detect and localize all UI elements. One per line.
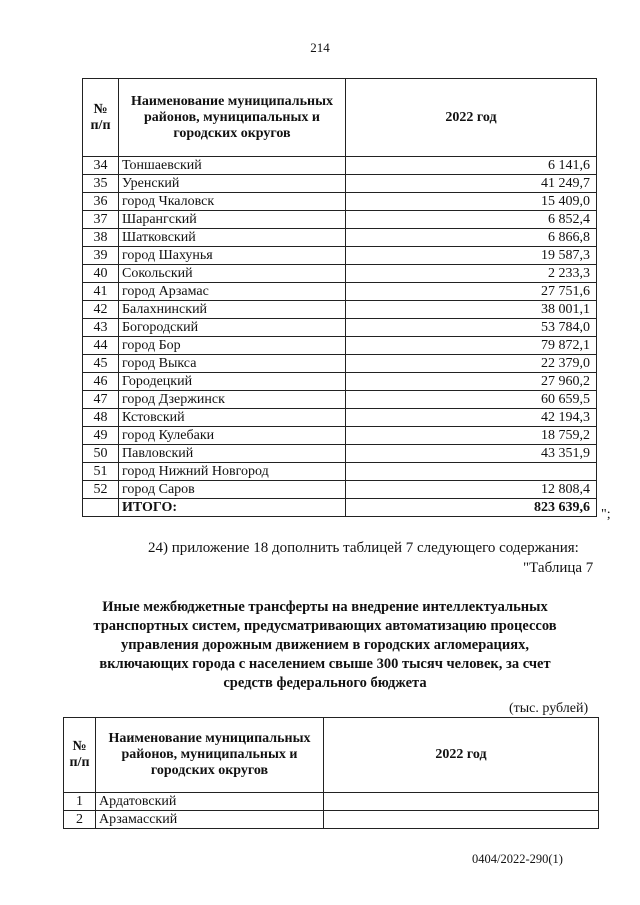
closing-quote: ";	[601, 507, 611, 522]
row-value: 38 001,1	[346, 301, 597, 319]
table-row	[83, 175, 597, 193]
row-value: 53 784,0	[346, 319, 597, 337]
table-row	[83, 193, 597, 211]
total-value: 823 639,6	[346, 499, 597, 517]
row-value: 2 233,3	[346, 265, 597, 283]
row-value	[324, 811, 599, 829]
document-code: 0404/2022-290(1)	[472, 852, 563, 866]
table-row	[83, 355, 597, 373]
row-number: 39	[83, 247, 119, 265]
row-name: Сокольский	[119, 265, 346, 283]
table-body	[64, 793, 599, 829]
table-row	[83, 283, 597, 301]
row-name: Кстовский	[119, 409, 346, 427]
row-value: 27 960,2	[346, 373, 597, 391]
row-number: 40	[83, 265, 119, 283]
row-name: город Арзамас	[119, 283, 346, 301]
table-row	[83, 265, 597, 283]
row-value: 19 587,3	[346, 247, 597, 265]
row-value: 41 249,7	[346, 175, 597, 193]
transfers-table-7	[63, 717, 599, 829]
row-value: 43 351,9	[346, 445, 597, 463]
table-row	[83, 409, 597, 427]
total-row	[83, 499, 597, 517]
table-row	[83, 157, 597, 175]
row-value: 27 751,6	[346, 283, 597, 301]
row-number: 49	[83, 427, 119, 445]
header-year: 2022 год	[324, 718, 599, 793]
row-name: город Шахунья	[119, 247, 346, 265]
row-number: 52	[83, 481, 119, 499]
row-name: Арзамасский	[96, 811, 324, 829]
table-row	[64, 793, 599, 811]
row-value: 60 659,5	[346, 391, 597, 409]
table-row	[83, 463, 597, 481]
row-name: Ардатовский	[96, 793, 324, 811]
table-row	[83, 229, 597, 247]
row-number: 35	[83, 175, 119, 193]
row-name: Уренский	[119, 175, 346, 193]
row-value: 22 379,0	[346, 355, 597, 373]
table-row	[83, 373, 597, 391]
row-value: 6 141,6	[346, 157, 597, 175]
row-number: 41	[83, 283, 119, 301]
row-number: 34	[83, 157, 119, 175]
header-num: № п/п	[83, 79, 119, 157]
row-value: 6 852,4	[346, 211, 597, 229]
row-number: 38	[83, 229, 119, 247]
row-number: 36	[83, 193, 119, 211]
row-value: 18 759,2	[346, 427, 597, 445]
transfers-table-continued	[82, 78, 597, 517]
section-title: Иные межбюджетные трансферты на внедрение интеллектуальных транспортных систем, предусматривающих автоматизацию процессов управления дорожным движением в городских агломерациях, включающих города с населением свыше 300 тысяч человек, за счет средств федерального бюджета	[93, 599, 557, 691]
row-name: город Нижний Новгород	[119, 463, 346, 481]
table-row	[83, 391, 597, 409]
row-name: Балахнинский	[119, 301, 346, 319]
header-name: Наименование муниципальных районов, муниципальных и городских округов	[119, 79, 346, 157]
header-num: № п/п	[64, 718, 96, 793]
row-name: город Бор	[119, 337, 346, 355]
row-name: город Кулебаки	[119, 427, 346, 445]
row-name: город Выкса	[119, 355, 346, 373]
table-row	[83, 319, 597, 337]
row-value	[324, 793, 599, 811]
row-number: 46	[83, 373, 119, 391]
units-label: (тыс. рублей)	[509, 701, 589, 716]
row-value	[346, 463, 597, 481]
row-number: 50	[83, 445, 119, 463]
row-name: Павловский	[119, 445, 346, 463]
row-number: 48	[83, 409, 119, 427]
table-caption: "Таблица 7	[523, 560, 594, 576]
table-row	[83, 211, 597, 229]
table-row	[83, 247, 597, 265]
table-row	[83, 301, 597, 319]
row-name: Городецкий	[119, 373, 346, 391]
page-number: 214	[310, 40, 330, 55]
header-year: 2022 год	[346, 79, 597, 157]
row-name: город Дзержинск	[119, 391, 346, 409]
row-number: 37	[83, 211, 119, 229]
row-number: 47	[83, 391, 119, 409]
table-row	[83, 481, 597, 499]
table-body	[83, 157, 597, 517]
row-value: 15 409,0	[346, 193, 597, 211]
row-value: 79 872,1	[346, 337, 597, 355]
row-value: 6 866,8	[346, 229, 597, 247]
table-row	[64, 811, 599, 829]
table-row	[83, 337, 597, 355]
row-name: Богородский	[119, 319, 346, 337]
total-empty-cell	[83, 499, 119, 517]
row-number: 2	[64, 811, 96, 829]
table-header-row	[83, 79, 597, 157]
row-number: 44	[83, 337, 119, 355]
table-row	[83, 445, 597, 463]
table-row	[83, 427, 597, 445]
row-name: Шатковский	[119, 229, 346, 247]
row-value: 12 808,4	[346, 481, 597, 499]
row-number: 43	[83, 319, 119, 337]
row-number: 51	[83, 463, 119, 481]
row-name: Тоншаевский	[119, 157, 346, 175]
row-name: город Саров	[119, 481, 346, 499]
row-name: Шарангский	[119, 211, 346, 229]
amendment-paragraph: 24) приложение 18 дополнить таблицей 7 следующего содержания:	[148, 540, 579, 556]
total-label: ИТОГО:	[119, 499, 346, 517]
header-name: Наименование муниципальных районов, муниципальных и городских округов	[96, 718, 324, 793]
row-number: 1	[64, 793, 96, 811]
table-header-row	[64, 718, 599, 793]
row-number: 45	[83, 355, 119, 373]
row-value: 42 194,3	[346, 409, 597, 427]
row-name: город Чкаловск	[119, 193, 346, 211]
row-number: 42	[83, 301, 119, 319]
